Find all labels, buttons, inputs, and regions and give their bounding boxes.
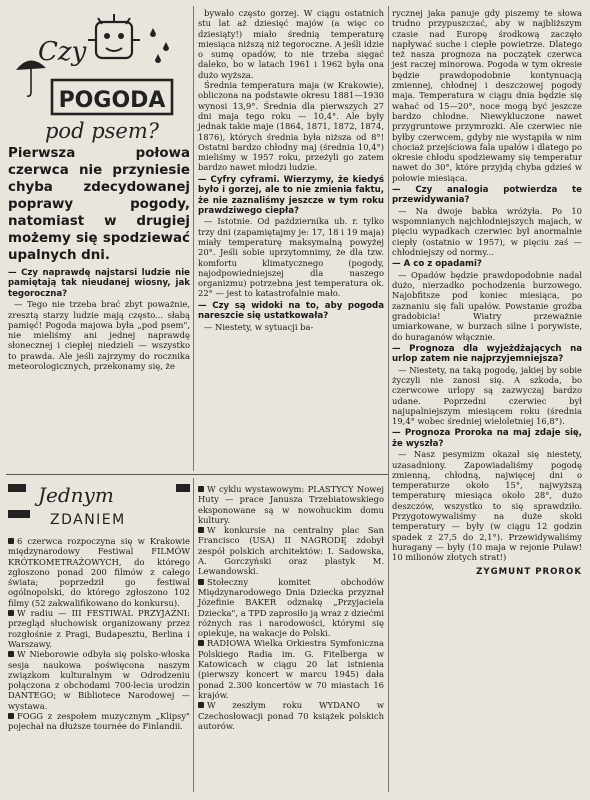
list-item: FOGG z zespołem muzycznym „Klipsy" pojechał na dłuższe tournée do Finlandii. [8,711,190,732]
logo-top-text: Czy [38,37,87,67]
column-divider [388,6,389,792]
question-7: — Prognoza Proroka na maj zdaje się, że wyszła? [392,428,582,449]
question-5: — A co z opadami? [392,259,482,270]
lead-paragraph: Pierwsza połowa czerwca nie przyniesie chyba zdecydowanej poprawy pogody, natomiast w drugiej możemy się spodziewać upalnych dni. [8,146,190,263]
answer-5: — Opadów będzie prawdopodobnie nadal dużo, nierzadko pochodzenia burzowego. Najobfitsze pod koniec miesiąca, po zaznaniu się fali upałów. Powstanie groźba gradobicia! Wiatry przeważnie umiarkowane, w burzach silne i porywiste, do huraganów włącznie. [392,269,582,342]
list-item: W Nieborowie odbyła się polsko-włoska sesja naukowa poświęcona naszym związkom kulturalnym w Odrodzeniu połączona z obchodami 700-lecia urodzin DANTEGO; w Bibliotece Narodowej — wystawa. [8,649,190,711]
answer-1: — Tego nie trzeba brać zbyt poważnie, zresztą starzy ludzie mają często... słabą pamięć! Pogoda majowa była „pod psem", nie mieliśmy ani jednej naprawdę słonecznej i ciepłej niedzieli — wszystko to prawda. Ale jeśli zajrzymy do rocznika meteorologicznych, przekonamy się, że [8,299,190,371]
zdaniem-line2: ZDANIEM [50,512,126,528]
list-item: W cyklu wystawowym: PLASTYCY Nowej Huty — prace Janusza Trzebiatowskiego eksponowane są w nowohuckim domu kultury. [198,484,384,525]
paragraph: rycznej jaka panuje gdy piszemy te słowa trudno przypuszczać, aby w najbliższym czasie nad Europę środkową zaczęło napływać suche i ciepłe powietrze. Dlatego też nasza prognoza na początek czerwca jest raczej minorowa. Pogoda w tym okresie będzie prawdopodobnie kontynuacją zmiennej, chłodnej i deszczowej pogody maja. Temperatura w ciągu dnia będzie się wahać od 15—20°, noce mogą być jeszcze bardzo chłodne. Niewykluczone nawet przygruntowe przymrozki. Ale czerwiec nie byłby czerwcem, gdyby nie wystąpiła w nim chociaż przejściowa fala upałów i dlatego po okresie chłodu spodziewamy się temperatur nawet do 30°, które przyjdą chyba gdzieś w połowie miesiąca. [392,8,582,183]
pogoda-logo-drawing [8,8,190,143]
jednym-zdaniem-header [8,480,190,532]
column-divider [193,478,194,792]
rain-icon [150,28,169,63]
zdaniem-line1: Jednym [38,483,114,507]
question-6: — Prognoza dla wyjeżdżających na urlop zatem nie najprzyjemniejsza? [392,343,582,365]
paragraph: bywało często gorzej. W ciągu ostatnich stu lat aż dziesięć majów (a więc co dziesiąty!) miało średnią temperaturę miesiąca niższą niż tegoroczne. A jeśli idzie o sumę opadów, to nie trzeba sięgać daleko, bo w latach 1961 i 1962 była ona dużo wyższa. [198,8,384,80]
news-list-left [8,536,190,732]
logo-bottom-text: pod psem? [44,119,160,143]
list-item: RADIOWA Wielka Orkiestra Symfoniczna Polskiego Radia im. G. Fitelberga w Katowicach w ciągu 20 lat istnienia (pierwszy koncert w marcu 1945) dała ponad 2.300 koncertów w 70 miastach 16 krajów. [198,638,384,700]
list-item: W konkursie na centralny plac San Francisco (USA) II NAGRODĘ zdobył zespół polskich architektów: I. Sadowska, A. Gorczyński oraz plastyk M. Lewandowski. [198,525,384,577]
author-signature: ZYGMUNT PROROK [476,566,582,577]
paragraph: Średnia temperatura maja (w Krakowie), obliczona na podstawie okresu 1881—1930 wynosi 13,9°. Średnia dla pierwszych 27 dni maja tego roku — 10,4°. Ale były jednak takie maje (1864, 1871, 1872, 1874, 1876), których średnia była niższa od 8°! Ostatni bardzo chłodny maj (średnia 10,4°) mieliśmy w 1957 roku, przeżyli go zatem bardzo nawet młodzi ludzie. [198,80,384,173]
list-item: Stołeczny komitet obchodów Międzynarodowego Dnia Dziecka przyznał Józefinie BAKER odznakę „Przyjaciela Dziecka", a TPD zaprosiło ją wraz z dziećmi różnych ras i narodowości, którymi się opiekuje, na wakacje do Polski. [198,576,384,639]
jednym-zdaniem-logo [8,480,190,532]
question-1: — Czy naprawdę najstarsi ludzie nie pamiętają tak nieudanej wiosny, jak tegoroczna? [8,268,190,299]
question-3: — Czy są widoki na to, aby pogoda nareszcie się ustatkowała? [198,300,384,322]
column-right [392,8,582,577]
question-4: — Czy analogia potwierdza te przewidywania? [392,185,582,206]
sun-face-icon [88,14,140,58]
answer-7: — Nasz pesymizm okazał się niestety, uzasadniony. Zapowiadaliśmy pogodę zmienną, chłodną, najwięcej dni o temperaturze około 15°, najwyższą temperaturę miesiąca około 28°, dużo deszczów, wszystko to się sprawdziło. Przygotowywaliśmy na duże skoki temperatury — były (w ciągu 12 godzin spadek z 27,5 do 2,1°). Przewidywaliśmy huragany — były (10 maja w rejonie Puław! 10 milionów złotych strat!) [392,449,582,563]
logo-main-text: POGODA [58,88,166,113]
section-divider [6,474,388,475]
column-left [8,8,190,371]
list-item: W radiu — III FESTIWAL PRZYJAŹNI: przegląd słuchowisk organizowany przez rozgłośnie z Pragi, Budapesztu, Berlina i Warszawy. [8,608,190,649]
news-list-middle [198,484,384,731]
column-middle [198,8,384,332]
answer-2: — Istotnie. Od października ub. r. tylko trzy dni (zapamiętajmy je: 17, 18 i 19 maja) miały temperaturę maksymalną powyżej 20°. Jeśli sobie uprzytomnimy, że dla tzw. komfortu klimatycznego (pogody, najodpowiedniejszej dla naszego organizmu) potrzebna jest temperatura ok. 22° — jest to katastrofalnie mało. [198,216,384,299]
list-item: 6 czerwca rozpoczyna się w Krakowie międzynarodowy Festiwal FILMÓW KRÓTKOMETRAŻOWYCH, do którego zgłoszono ponad 200 filmów z całego świata; poprzedził go festiwal ogólnopolski, do którego zgłoszono 102 filmy (52 zakwalifikowano do konkursu). [8,536,190,608]
list-item: W zeszłym roku WYDANO w Czechosłowacji ponad 70 książek polskich autorów. [198,700,384,731]
pogoda-logo [8,8,190,143]
answer-3: — Niestety, w sytuacji ba- [204,321,314,332]
answer-4: — Na dwoje babka wróżyła. Po 10 wspomnianych najchłodniejszych majach, w pięciu wypadkach czerwiec był anormalnie ciepły (ostatnio w 1957), w pięciu zaś — chłodniejszy od normy... [392,205,582,258]
question-2: — Cyfry cyframi. Wierzymy, że kiedyś było i gorzej, ale to nie zmienia faktu, że nie zaznaliśmy jeszcze w tym roku prawdziwego ciepła? [198,174,384,216]
column-divider [193,6,194,471]
answer-6: — Niestety, na taką pogodę, jakiej by sobie życzyli nie zanosi się. A szkoda, bo czerwcowe urlopy są zazwyczaj bardzo udane. Poprzedni czerwiec był najupalniejszym miesiącem roku (średnia 19,4° wobec średniej wieloletniej 16,8°). [392,364,582,427]
